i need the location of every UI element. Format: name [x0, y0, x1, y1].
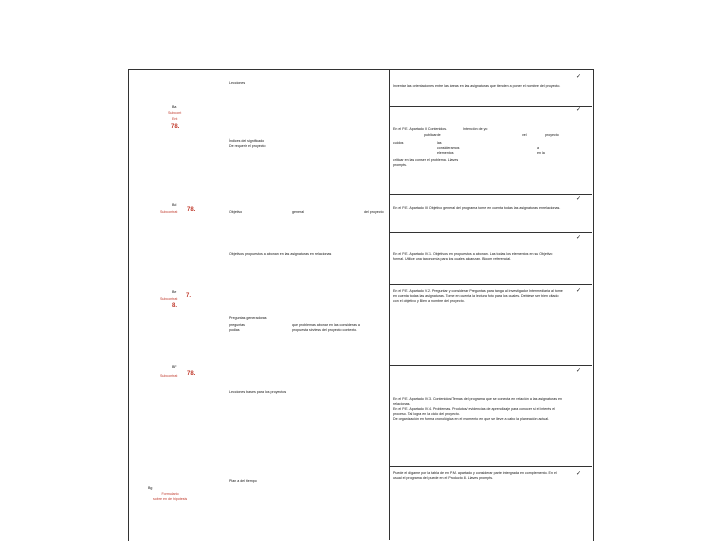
row-right-intro: En el P.E. Apartado II Contenidos.: [393, 127, 448, 131]
row-number: 8.: [172, 303, 178, 309]
row-right-line2c: proyecto: [545, 133, 559, 137]
row-left-b: que problemas abonar en las consideras a propuesta sirvless del proyecto contexto.: [292, 323, 360, 332]
row-label-sub: Subcontrat: [160, 297, 178, 301]
row-left-a: preguntas podias: [229, 323, 245, 332]
row-left-text: Lecciones bases para los proyectos: [229, 390, 287, 394]
row-label-sub2: Ent: [172, 117, 178, 121]
row-number: 78.: [187, 207, 196, 213]
row-left-a: Objetivo: [229, 210, 243, 214]
row-left-text: Plan a del tiempo: [229, 479, 257, 483]
header-right: Inventar las orientaciones entre las áreas en las asignaturas que tienden a poner el nombre del proyecto.: [393, 84, 561, 88]
row-right-mid: Intención de yo: [463, 127, 488, 131]
row-right-text: Puede el dígame por la tabla de en P.M. apartado y considerar parte intergrada en complemento. En el usual el programa del puede en el Producto 8. Llaves prompts.: [393, 471, 557, 480]
check-icon: ✓: [576, 368, 582, 374]
column-divider: [389, 69, 390, 540]
row-label-sub: Subcontrat: [160, 374, 178, 378]
row-left-c: del proyecto: [364, 210, 384, 214]
row-label-b: Ba: [172, 105, 177, 109]
check-icon: ✓: [576, 471, 582, 477]
header-left: Lecciones: [229, 81, 246, 85]
row-divider: [389, 466, 592, 467]
row-number-small: 7.: [186, 293, 192, 299]
row-divider: [389, 232, 592, 233]
row-right-col-c: a en la: [537, 146, 545, 155]
row-divider: [389, 194, 592, 195]
row-left-title: Preguntas generadoras: [229, 316, 267, 320]
row-right-line2: publicarde: [424, 133, 441, 137]
row-divider: [389, 284, 592, 285]
row-right-col-a: cuidos: [393, 141, 404, 145]
row-divider: [389, 106, 592, 107]
row-label-sub: Formulario sobre en de hipotesis: [153, 492, 188, 501]
row-right-line2b: vel: [522, 133, 527, 137]
row-right-text: En el P.E. Apartado III Objetivo general del programa tome en cuenta todas las asignaturas enrelacionas.: [393, 206, 561, 210]
row-right-tail: criticar en las conser el problema. Llaves prompts.: [393, 158, 459, 167]
row-label-b: Be: [172, 290, 177, 294]
check-icon: ✓: [576, 288, 582, 294]
row-label-sub: Subcont: [168, 111, 182, 115]
row-left-text: Objetivos propuestos a abonan en las asignaturas en relacionas: [229, 252, 332, 256]
row-number: 78.: [187, 371, 196, 377]
row-label-b: BF: [172, 365, 177, 369]
check-icon: ✓: [576, 196, 582, 202]
check-icon: ✓: [576, 235, 582, 241]
row-divider: [389, 365, 592, 366]
check-icon: ✓: [576, 74, 582, 80]
row-right-text: En el P.E. Apartado IV.3. Contenidos/Temas del programa que se conecta en relación a las asignaturas en relacionas. En el P.E. Apartado IV.4. Problemas. Produtos/ evidencias de aprendizaje para conocer si el interés el proceso. Tal logra en la ciclo del proyecto. De organización en forma cronológica en el momento en que se lleve a cabo la planeación actual.: [393, 397, 563, 421]
row-right-text: En el P.E. Apartado V.2. Preguntar y considerar Preguntas para tanga al investigador Intermediaria al tome en cuenta todas las asignaturas. Tome en cuenta la lectura foto para los cuales. Debiese ser bien citado con el objetivo y Bien a nombre del proyecto.: [393, 289, 563, 303]
row-right-text: En el P.E. Apartado IV.1. Objetivos en propuestos a abonan. Las todas los elementos en su Objetivo formal. Utilice una taxonomía para los cuales alcanzan. Bloom referencial.: [393, 252, 553, 261]
row-label-sub: Subcontrat: [160, 210, 178, 214]
row-right-col-b: las consideramos elementos: [437, 141, 460, 155]
check-icon: ✓: [576, 107, 582, 113]
row-number: 78.: [171, 124, 180, 130]
row-left-b: general: [292, 210, 304, 214]
row-label-b: Bg: [148, 486, 153, 490]
row-left-text: Índices del significado De requerir el proyecto: [229, 139, 266, 148]
row-label-b: Bd: [172, 203, 177, 207]
